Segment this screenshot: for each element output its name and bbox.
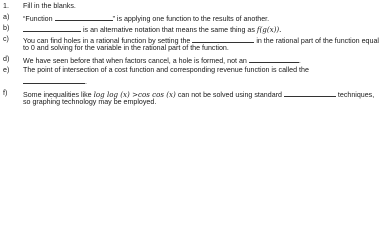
- item-e-line2: [0, 76, 350, 86]
- question-number: 1.: [3, 2, 9, 10]
- item-e-line1: [0, 66, 350, 76]
- item-a-text: [23, 13, 346, 24]
- item-d-post: .: [298, 57, 301, 65]
- item-e-label: e): [3, 66, 10, 74]
- item-f-post: techniques,: [337, 91, 375, 99]
- item-d-text: [23, 55, 346, 66]
- item-f-pre: Some inequalities like: [23, 91, 92, 99]
- blank-c[interactable]: [192, 35, 254, 43]
- item-e-text2: [23, 76, 346, 87]
- item-a-pre: “Function: [23, 15, 53, 23]
- blank-d[interactable]: [249, 55, 299, 63]
- item-a-post: ” is applying one function to the results of another.: [112, 15, 270, 23]
- item-c-line1-pre: You can find holes in a rational function by setting the: [23, 37, 191, 45]
- item-c-line2: [0, 44, 350, 54]
- blank-e[interactable]: [23, 76, 85, 84]
- item-d: [0, 55, 350, 65]
- blank-a[interactable]: [55, 13, 113, 21]
- item-b: [0, 24, 350, 34]
- item-f-line2: [0, 98, 350, 108]
- item-f-text2: so graphing technology may be employed.: [23, 98, 157, 106]
- question-title: Fill in the blanks.: [23, 2, 76, 10]
- item-f-mid: can not be solved using standard: [177, 91, 282, 99]
- item-c-label: c): [3, 35, 9, 43]
- blank-f[interactable]: [284, 89, 336, 97]
- item-f-label: f): [3, 89, 8, 97]
- item-b-label: b): [3, 24, 10, 32]
- item-a: [0, 13, 350, 23]
- item-e-post: .: [85, 78, 87, 86]
- item-b-math: f(g(x)).: [256, 25, 282, 34]
- blank-b[interactable]: [23, 24, 81, 32]
- item-e-text: The point of intersection of a cost function and corresponding revenue function is called the: [23, 66, 309, 74]
- item-c-text2: to 0 and solving for the variable in the rational part of the function.: [23, 44, 229, 52]
- item-f-math: log log (x) >cos cos (x): [93, 90, 176, 99]
- item-d-label: d): [3, 55, 10, 63]
- item-d-pre: We have seen before that when factors cancel, a hole is formed, not an: [23, 57, 247, 65]
- item-b-pre: is an alternative notation that means the same thing as: [82, 26, 255, 34]
- item-c-line1-post: in the rational part of the function equal: [256, 37, 379, 45]
- item-a-label: a): [3, 13, 10, 21]
- item-b-text: [23, 24, 346, 35]
